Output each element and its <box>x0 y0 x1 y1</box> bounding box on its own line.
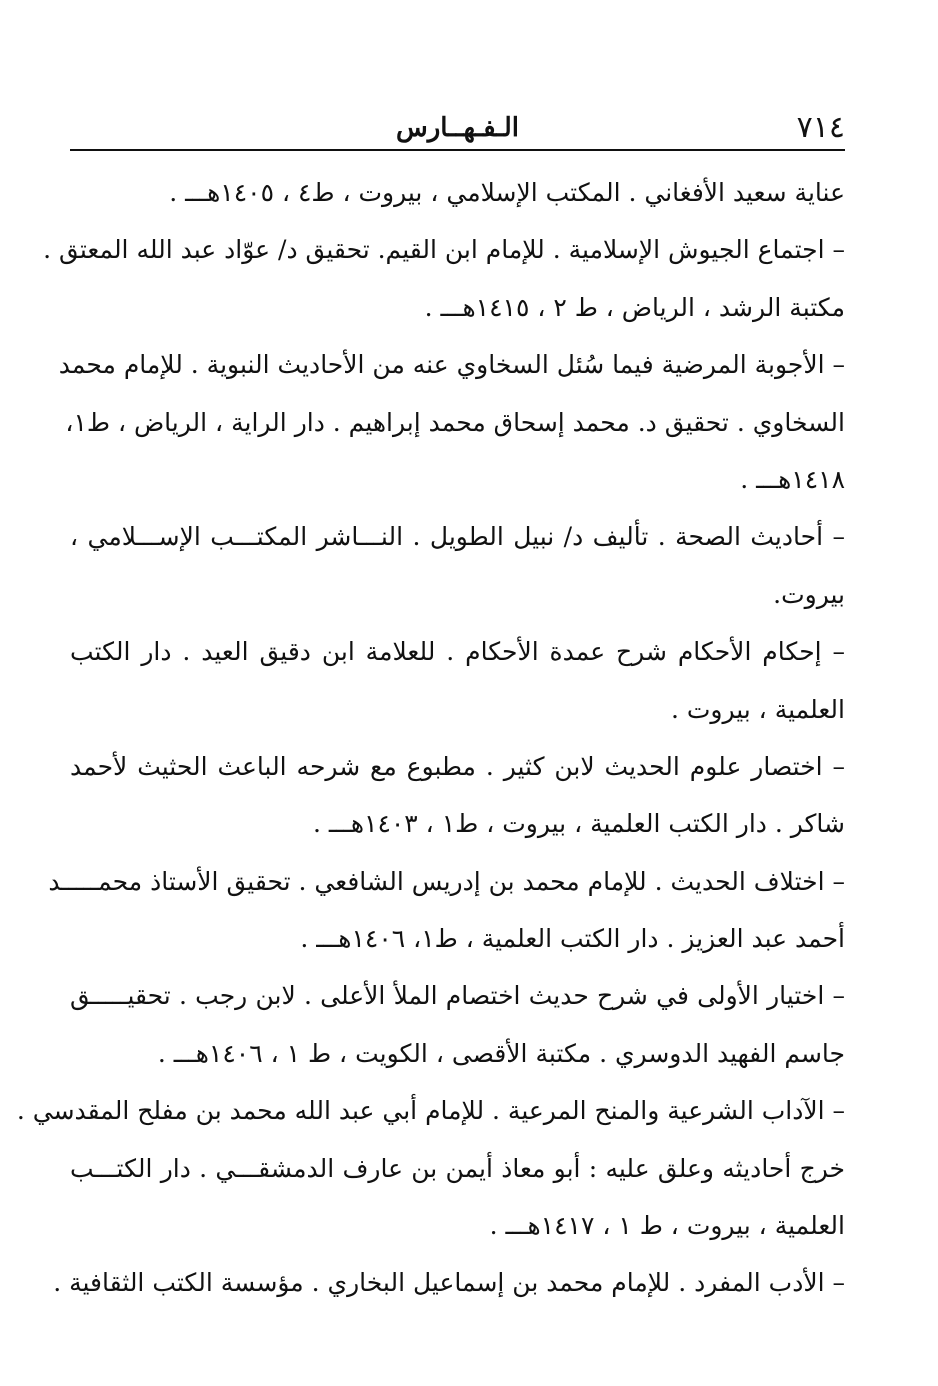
text-line: بيروت. <box>773 579 845 609</box>
running-title: الـفـهــارس <box>396 113 519 143</box>
text-line: مكتبة الرشد ، الرياض ، ط ٢ ، ١٤١٥هـــ . <box>424 292 845 322</box>
text-line: – اختصار علوم الحديث لابن كثير . مطبوع مع شرحه الباعث الحثيث لأحمد <box>70 751 845 781</box>
page-number: ٧١٤ <box>796 110 845 145</box>
text-line: العلمية ، بيروت ، ط ١ ، ١٤١٧هـــ . <box>489 1211 845 1241</box>
text-line: أحمد عبد العزيز . دار الكتب العلمية ، ط١، ١٤٠٦هـــ . <box>300 924 845 954</box>
text-line: – اختيار الأولى في شرح حديث اختصام الملأ الأعلى . لابن رجب . تحقيـــــق <box>70 981 845 1011</box>
text-line: ١٤١٨هـــ . <box>740 464 845 494</box>
text-line: – الأجوبة المرضية فيما سُئل السخاوي عنه من الأحاديث النبوية . للإمام محمد <box>58 350 845 380</box>
bibliography-text <box>16 164 845 1312</box>
text-line: شاكر . دار الكتب العلمية ، بيروت ، ط١ ، ١٤٠٣هـــ . <box>312 809 845 839</box>
text-line: خرج أحاديثه وعلق عليه : أبو معاذ أيمن بن عارف الدمشقـــي . دار الكتـــب <box>70 1153 845 1183</box>
text-line: – الأدب المفرد . للإمام محمد بن إسماعيل البخاري . مؤسسة الكتب الثقافية . <box>53 1268 845 1298</box>
text-line: السخاوي . تحقيق د. محمد إسحاق محمد إبراهيم . دار الراية ، الرياض ، ط١، <box>65 407 845 437</box>
text-line: – اختلاف الحديث . للإمام محمد بن إدريس الشافعي . تحقيق الأستاذ محمـــــد <box>48 866 845 896</box>
header-rule <box>70 149 845 151</box>
text-line: – أحاديث الصحة . تأليف د/ نبيل الطويل . النـــاشر المكتـــب الإســـلامي ، <box>70 522 845 552</box>
text-line: – إحكام الأحكام شرح عمدة الأحكام . للعلامة ابن دقيق العيد . دار الكتب <box>70 637 845 667</box>
text-line: – اجتماع الجيوش الإسلامية . للإمام ابن القيم. تحقيق د/ عوّاد عبد الله المعتق . <box>43 235 845 265</box>
page-header <box>70 108 845 148</box>
text-line: عناية سعيد الأفغاني . المكتب الإسلامي ، بيروت ، ط٤ ، ١٤٠٥هـــ . <box>169 178 845 207</box>
text-line: العلمية ، بيروت . <box>670 694 845 724</box>
text-line: – الآداب الشرعية والمنح المرعية . للإمام أبي عبد الله محمد بن مفلح المقدسي . <box>16 1096 845 1126</box>
text-line: جاسم الفهيد الدوسري . مكتبة الأقصى ، الكويت ، ط ١ ، ١٤٠٦هـــ . <box>157 1038 845 1068</box>
